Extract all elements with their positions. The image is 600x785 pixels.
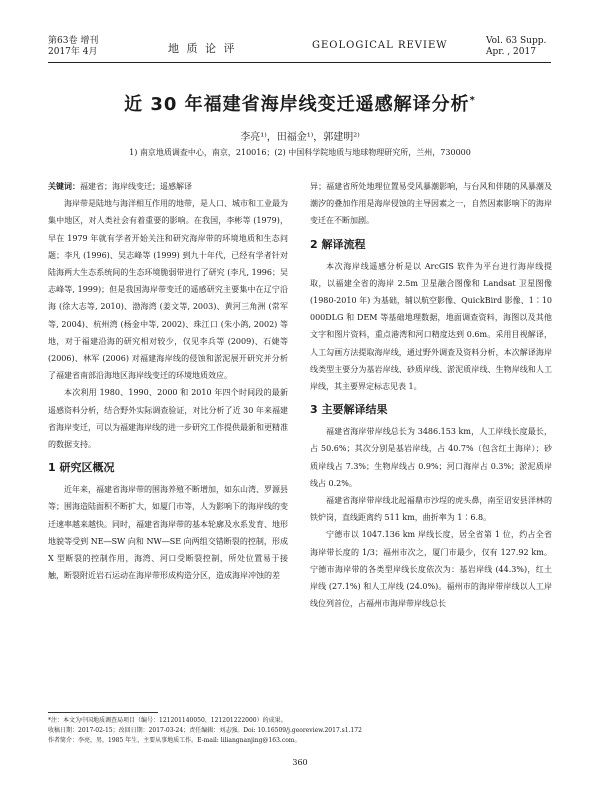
- header-date: 2017年 4月: [48, 47, 98, 57]
- header-issue: [48, 36, 98, 58]
- header-volume-en: [486, 36, 546, 58]
- section-2-heading: 2 解译流程: [310, 237, 366, 251]
- footnote-author: 作者简介：李亮，男，1985 年生，主要从事地质工作。E-mail: liliangnanjing@163.com。: [48, 737, 301, 744]
- intro-paragraph-2: 本次利用 1980、1990、2000 和 2010 年四个时间段的最新遥感资料分析，结合野外实际调查验证，对比分析了近 30 年来福建省海岸变迁，可以为福建海岸线的进一步研究工作提供最新和更精准的数据支持。: [48, 388, 288, 450]
- header-volume-en-line2: Apr. , 2017: [486, 47, 536, 57]
- section-3-paragraph-2: 福建省海岸带岸线北起福鼎市沙埕的虎头鼻，南至诏安县洋林的铁炉岗，直线距离约 511 km，曲折率为 1∶6.8。: [310, 496, 552, 523]
- section-1-heading: 1 研究区概况: [48, 461, 115, 475]
- keywords-label: 关键词：: [48, 181, 80, 191]
- right-column: [310, 178, 552, 612]
- section-3-paragraph-1: 福建省海岸带岸线总长为 3486.153 km，人工岸线长度最长，占 50.6%；其次分别是基岩岸线，占 40.7%（包含红土海岸）；砂质岸线占 7.3%；生物岸线占 0.9%；河口海岸占 0.3%；淤泥质岸线占 0.2%。: [310, 427, 552, 488]
- continued-paragraph: 异；福建省所处地理位置易受风暴潮影响，与台风和伴随的风暴潮及潮汐的叠加作用是海岸侵蚀的主导因素之一，自然因素影响下的海岸变迁在不断加剧。: [310, 182, 552, 226]
- paper-title: [0, 90, 600, 116]
- title-footnote-mark: *: [469, 95, 476, 106]
- section-3-heading: 3 主要解译结果: [310, 403, 388, 417]
- section-1-paragraph: 近年来，福建省海岸带的围海养殖不断增加，如东山湾、罗源县等；围海造陆面积不断扩大，如厦门市等，人为影响下的海岸线的变迁速率越来越快。同时，福建省海岸带的基本轮廓及水系发育、地形地貌等受到 NE―SW 向和 NW―SE 向两组交错断裂的控制，形成 X 型断裂的控制作用，海湾、河口受断裂控制，所处位置易于接触，断裂附近岩石运动在海岸带形成构造分区，造成海岸冲蚀的差: [48, 485, 288, 581]
- authors: 李亮¹⁾，田福金¹⁾，郭建明²⁾: [240, 132, 360, 143]
- page-number: 360: [292, 758, 308, 767]
- section-3-paragraph-3: 宁德市以 1047.136 km 岸线长度，居全省第 1 位，约占全省海岸带长度的 1/3；福州市次之，厦门市最少，仅有 127.92 km。宁德市海岸带的各类型岸线长度依次为：基岩岸线 (44.3%)，红土岸线 (27.1%) 和人工岸线 (24.0%)。福州市的海岸带岸线以人工岸线位列首位，占福州市海岸带岸线总长: [310, 530, 552, 609]
- footnote-funding: *注：本文为中国地质调查局项目（编号：121201140050、121201222000）的成果。: [48, 717, 287, 724]
- header-volume-en-line1: Vol. 63 Supp.: [486, 36, 547, 46]
- keywords-text: 福建省；海岸线变迁；遥感解译: [80, 182, 192, 191]
- left-column: [48, 178, 288, 584]
- header-volume: 第63卷 增刊: [48, 36, 99, 46]
- footnote-rule: [48, 712, 158, 713]
- footnote-dates: 收稿日期：2017-02-15；改回日期：2017-03-24；责任编辑：刘志强。Doi: 10.16509/j.georeview.2017.s1.172: [48, 727, 362, 734]
- footnotes: [48, 716, 553, 746]
- paper-title-text: 近 30 年福建省海岸线变迁遥感解译分析: [124, 94, 470, 115]
- keywords: [48, 178, 288, 195]
- affiliations: 1) 南京地质调查中心，南京，210016；(2) 中国科学院地质与地球物理研究所，兰州，730000: [129, 148, 471, 157]
- section-2-paragraph: 本次海岸线遥感分析是以 ArcGIS 软件为平台进行海岸线提取，以福建全省的海岸 2.5m 卫星融合图像和 Landsat 卫星图像 (1980-2010 年) 为基础，辅以航空影像、QuickBird 影像、1∶10 000DLG 和 DEM 等基础地理数据，地面调查资料，海图以及其他文字和图片资料，重点港湾和河口精度达到 0.6m。采用目视解译，人工勾画方法提取海岸线，通过野外调查及资料分析，本次解译海岸线类型主要分为基岩岸线、砂质岸线、淤泥质岸线、生物岸线和人工岸线，其主要界定标志见表 1。: [310, 261, 552, 392]
- intro-paragraph-1: 海岸带是陆地与海洋相互作用的地带，是人口、城市和工业最为集中地区，对人类社会有着重要的影响。在我国，李彬等 (1979)，早在 1979 年就有学者开始关注和研究海岸带的环境地质和生态问题；李凡 (1996)、吴志峰等 (1999) 到九十年代，已经有学者针对陆海两大生态系统间的生态环境脆弱带进行了研究 (李凡, 1996；吴志峰等, 1999)；但是我国海岸带变迁的遥感研究主要集中在辽宁沿海 (徐大志等, 2010)、渤海湾 (姜文等, 2003)、黄河三角洲 (常军等, 2004)、杭州湾 (杨金中等, 2002)、珠江口 (朱小鸽, 2002) 等地，对于福建沿海的研究相对较少，仅见李兵等 (2009)、石婕等 (2006)、林军 (2006) 对福建海岸线的侵蚀和淤泥展开研究并分析了福建省南部沿海地区海岸线变迁的环境地质效应。: [48, 199, 288, 381]
- header-journal-en: GEOLOGICAL REVIEW: [312, 40, 448, 51]
- header-journal-cn: 地 质 论 评: [168, 42, 237, 55]
- header-rule: [48, 62, 551, 63]
